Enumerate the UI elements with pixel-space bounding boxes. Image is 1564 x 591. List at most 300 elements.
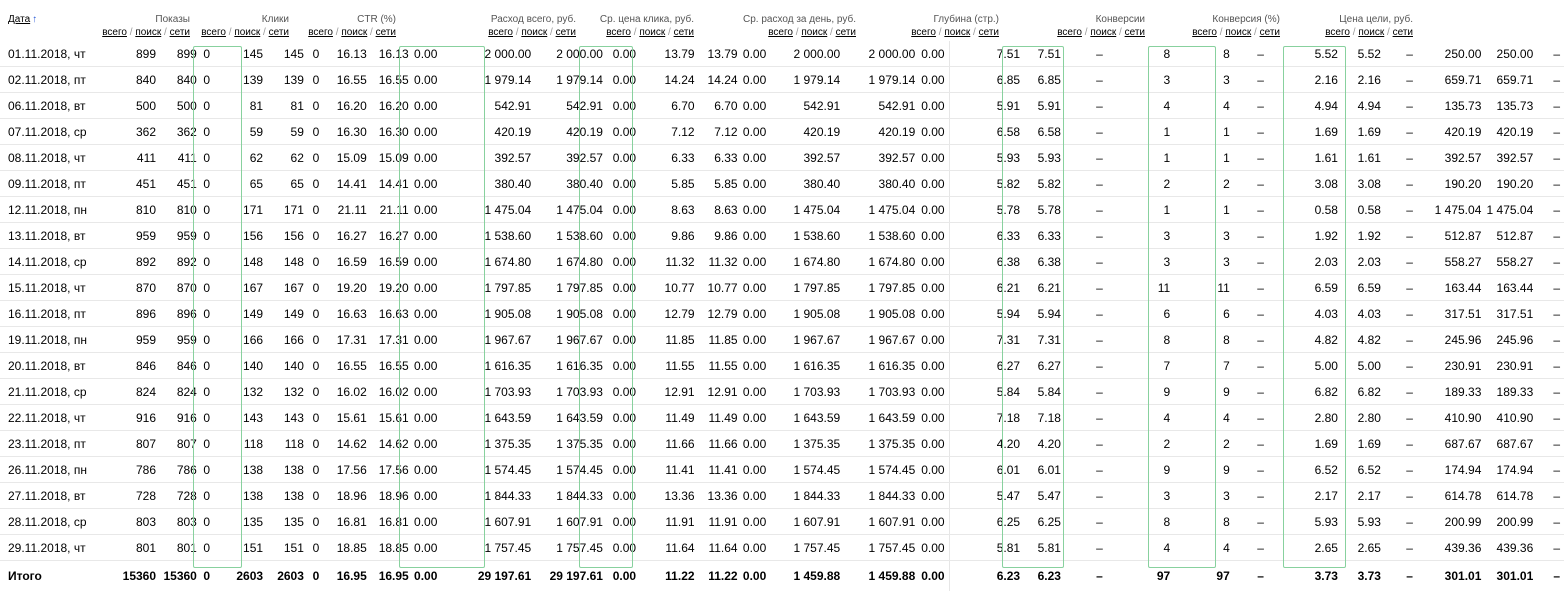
table-cell: 0.00 (413, 457, 442, 483)
column-subheader-6 (768, 27, 856, 39)
column-header-7[interactable]: Глубина (стр.) (933, 14, 999, 26)
table-cell: 916 (99, 405, 160, 431)
table-cell: 0 (201, 249, 214, 275)
table-cell: 4 (1174, 93, 1234, 119)
table-cell: 14.41 (371, 171, 413, 197)
table-cell: 892 (160, 249, 201, 275)
table-cell: 1 674.80 (844, 249, 919, 275)
table-cell: 0.00 (607, 249, 640, 275)
table-cell: 1 674.80 (535, 249, 607, 275)
table-cell: 0.00 (413, 171, 442, 197)
table-cell: 6.59 (1342, 275, 1385, 301)
table-cell: 959 (160, 327, 201, 353)
table-cell: 362 (160, 119, 201, 145)
subheader-all[interactable]: всего (606, 27, 631, 38)
column-header-2[interactable]: Клики (262, 14, 289, 26)
row-date: 27.11.2018, вт (0, 483, 99, 509)
table-cell: 21.11 (371, 197, 413, 223)
table-cell: 2.65 (1342, 535, 1385, 561)
table-cell: 14.62 (323, 431, 370, 457)
table-cell: 0.00 (413, 275, 442, 301)
table-row (0, 249, 1564, 275)
table-cell: 6.59 (1268, 275, 1342, 301)
table-cell: 8 (1107, 509, 1174, 535)
subheader-search[interactable]: поиск (1358, 27, 1384, 38)
table-cell: – (1065, 275, 1107, 301)
row-date: 19.11.2018, пн (0, 327, 99, 353)
table-cell: – (1065, 483, 1107, 509)
table-cell: – (1385, 561, 1417, 591)
subheader-net[interactable]: сети (836, 27, 856, 38)
table-cell: 29 197.61 (535, 561, 607, 591)
table-cell: 14.24 (640, 67, 698, 93)
table-cell: 1 616.35 (535, 353, 607, 379)
table-cell: 0.00 (607, 275, 640, 301)
table-cell: 2.03 (1268, 249, 1342, 275)
table-cell: 16.95 (323, 561, 370, 591)
row-date: 29.11.2018, чт (0, 535, 99, 561)
table-cell: 5.78 (949, 197, 1024, 223)
table-row (0, 41, 1564, 67)
column-subheader-9 (1192, 27, 1280, 39)
table-cell: 0.00 (413, 41, 442, 67)
table-cell: 6.70 (699, 93, 742, 119)
table-cell: – (1234, 41, 1268, 67)
table-cell: 0.00 (919, 457, 949, 483)
table-cell: 0.00 (919, 197, 949, 223)
table-cell: – (1234, 171, 1268, 197)
sort-date-header[interactable] (8, 14, 37, 25)
subheader-all[interactable]: всего (1325, 27, 1350, 38)
subheader-all[interactable]: всего (201, 27, 226, 38)
table-cell: 5.52 (1342, 41, 1385, 67)
table-cell: 0.00 (413, 223, 442, 249)
table-cell: 500 (99, 93, 160, 119)
table-cell: 4.82 (1268, 327, 1342, 353)
table-cell: – (1385, 171, 1417, 197)
table-cell: 2.03 (1342, 249, 1385, 275)
table-cell: – (1065, 249, 1107, 275)
table-cell: 5.93 (1268, 509, 1342, 535)
table-cell: 301.01 (1417, 561, 1485, 591)
table-cell: 139 (214, 67, 267, 93)
table-cell: 1 643.59 (770, 405, 844, 431)
table-cell: 3.73 (1268, 561, 1342, 591)
table-cell: 899 (160, 41, 201, 67)
table-cell: 0.00 (919, 431, 949, 457)
table-cell: 1 538.60 (441, 223, 535, 249)
table-cell: 0 (201, 509, 214, 535)
table-cell: 0.00 (742, 249, 771, 275)
table-cell: 6.82 (1268, 379, 1342, 405)
table-cell: 6.85 (1024, 67, 1065, 93)
row-date: 26.11.2018, пн (0, 457, 99, 483)
table-cell: 14.41 (323, 171, 370, 197)
table-cell: 167 (214, 275, 267, 301)
table-cell: – (1234, 93, 1268, 119)
table-cell: 0.00 (607, 223, 640, 249)
table-cell: 138 (267, 483, 308, 509)
table-cell: 2 000.00 (535, 41, 607, 67)
subheader-all[interactable]: всего (488, 27, 513, 38)
table-cell: – (1537, 249, 1564, 275)
table-cell: 65 (214, 171, 267, 197)
table-cell: – (1385, 379, 1417, 405)
table-cell: 896 (160, 301, 201, 327)
table-cell: 0 (308, 457, 323, 483)
table-cell: – (1385, 41, 1417, 67)
row-date: 02.11.2018, пт (0, 67, 99, 93)
table-cell: 500 (160, 93, 201, 119)
table-cell: 140 (267, 353, 308, 379)
table-cell: 786 (160, 457, 201, 483)
table-cell: 728 (160, 483, 201, 509)
table-cell: 16.59 (371, 249, 413, 275)
table-cell: 0.00 (413, 483, 442, 509)
table-cell: 558.27 (1485, 249, 1537, 275)
table-cell: – (1537, 379, 1564, 405)
column-header-9[interactable]: Конверсия (%) (1212, 14, 1280, 26)
table-cell: 439.36 (1485, 535, 1537, 561)
table-cell: 171 (214, 197, 267, 223)
table-cell: 0.58 (1268, 197, 1342, 223)
table-cell: 1 538.60 (844, 223, 919, 249)
table-cell: 392.57 (441, 145, 535, 171)
table-cell: 803 (99, 509, 160, 535)
table-cell: 1 643.59 (441, 405, 535, 431)
subheader-net[interactable]: сети (556, 27, 576, 38)
subheader-all[interactable]: всего (1192, 27, 1217, 38)
table-cell: – (1065, 405, 1107, 431)
table-cell: 15.61 (371, 405, 413, 431)
table-cell: 4.94 (1342, 93, 1385, 119)
table-cell: – (1065, 119, 1107, 145)
table-cell: 14.24 (699, 67, 742, 93)
table-cell: 11.64 (699, 535, 742, 561)
table-cell: 959 (99, 327, 160, 353)
table-cell: – (1234, 145, 1268, 171)
table-cell: 0 (308, 535, 323, 561)
table-cell: 138 (214, 483, 267, 509)
table-cell: 13.36 (640, 483, 698, 509)
table-cell: – (1065, 535, 1107, 561)
table-cell: – (1065, 327, 1107, 353)
table-cell: 916 (160, 405, 201, 431)
table-cell: 1 (1174, 145, 1234, 171)
table-cell: – (1537, 431, 1564, 457)
table-cell: 5.93 (949, 145, 1024, 171)
table-cell: – (1234, 509, 1268, 535)
column-header-5[interactable]: Ср. цена клика, руб. (600, 14, 694, 26)
subheader-search[interactable]: поиск (1225, 27, 1251, 38)
table-cell: 0 (201, 379, 214, 405)
table-cell: 5.84 (949, 379, 1024, 405)
table-cell: 5.52 (1268, 41, 1342, 67)
table-cell: 0.00 (742, 41, 771, 67)
column-header-3[interactable]: CTR (%) (357, 14, 396, 26)
table-cell: 8 (1174, 327, 1234, 353)
table-cell: – (1065, 41, 1107, 67)
stats-table (0, 41, 1564, 591)
column-header-6[interactable]: Ср. расход за день, руб. (743, 14, 856, 26)
table-cell: 542.91 (844, 93, 919, 119)
subheader-search[interactable]: поиск (801, 27, 827, 38)
table-cell: – (1385, 509, 1417, 535)
table-cell: 411 (99, 145, 160, 171)
subheader-all[interactable]: всего (911, 27, 936, 38)
table-cell: 810 (99, 197, 160, 223)
subheader-separator: / (1350, 27, 1358, 38)
table-cell: 17.56 (371, 457, 413, 483)
table-cell: 11.85 (699, 327, 742, 353)
table-cell: 0 (201, 353, 214, 379)
table-cell: 16.63 (323, 301, 370, 327)
table-cell: 6.38 (949, 249, 1024, 275)
row-date: 12.11.2018, пн (0, 197, 99, 223)
table-cell: 15.09 (371, 145, 413, 171)
column-header-10[interactable]: Цена цели, руб. (1339, 14, 1413, 26)
table-cell: 149 (214, 301, 267, 327)
table-cell: 614.78 (1417, 483, 1485, 509)
subheader-all[interactable]: всего (102, 27, 127, 38)
table-cell: – (1234, 457, 1268, 483)
table-cell: 1 643.59 (535, 405, 607, 431)
table-cell: 0 (201, 275, 214, 301)
table-cell: 245.96 (1417, 327, 1485, 353)
table-cell: 11.32 (640, 249, 698, 275)
table-cell: 1 757.45 (770, 535, 844, 561)
table-cell: 16.13 (371, 41, 413, 67)
table-cell: 2.80 (1342, 405, 1385, 431)
table-cell: 1 797.85 (770, 275, 844, 301)
column-subheader-7 (911, 27, 999, 39)
subheader-search[interactable]: поиск (639, 27, 665, 38)
table-cell: 892 (99, 249, 160, 275)
subheader-net[interactable]: сети (376, 27, 396, 38)
table-cell: 0.00 (413, 561, 442, 591)
table-cell: 8 (1174, 41, 1234, 67)
table-cell: 380.40 (844, 171, 919, 197)
table-cell: 18.96 (371, 483, 413, 509)
table-cell: 6.21 (1024, 275, 1065, 301)
table-cell: – (1065, 457, 1107, 483)
table-cell: 5.47 (1024, 483, 1065, 509)
table-cell: 16.55 (371, 353, 413, 379)
subheader-search[interactable]: поиск (1090, 27, 1116, 38)
table-cell: 1 703.93 (535, 379, 607, 405)
subheader-search[interactable]: поиск (944, 27, 970, 38)
table-cell: 1 674.80 (770, 249, 844, 275)
table-cell: 0 (308, 509, 323, 535)
table-cell: 0.00 (413, 405, 442, 431)
table-cell: – (1537, 509, 1564, 535)
table-cell: 0.00 (742, 535, 771, 561)
table-cell: – (1234, 353, 1268, 379)
table-cell: 439.36 (1417, 535, 1485, 561)
table-cell: 1 574.45 (844, 457, 919, 483)
table-cell: 0.00 (919, 249, 949, 275)
table-row (0, 379, 1564, 405)
table-cell: – (1065, 379, 1107, 405)
table-cell: 0 (308, 561, 323, 591)
table-cell: 132 (267, 379, 308, 405)
subheader-separator: / (333, 27, 341, 38)
table-cell: 245.96 (1485, 327, 1537, 353)
subheader-search[interactable]: поиск (521, 27, 547, 38)
table-cell: 0.00 (742, 67, 771, 93)
table-cell: 1 375.35 (441, 431, 535, 457)
subheader-net[interactable]: сети (1125, 27, 1145, 38)
subheader-separator: / (226, 27, 234, 38)
table-cell: 6.25 (949, 509, 1024, 535)
table-cell: 0.00 (919, 41, 949, 67)
table-cell: – (1234, 249, 1268, 275)
table-cell: 6.52 (1268, 457, 1342, 483)
table-cell: 4.20 (1024, 431, 1065, 457)
table-cell: 0.00 (919, 405, 949, 431)
table-cell: 1 757.45 (535, 535, 607, 561)
table-cell: – (1385, 93, 1417, 119)
table-cell: 5.94 (949, 301, 1024, 327)
table-cell: 11.91 (699, 509, 742, 535)
table-cell: 166 (214, 327, 267, 353)
table-cell: 139 (267, 67, 308, 93)
table-cell: 18.85 (371, 535, 413, 561)
table-cell: 6.33 (699, 145, 742, 171)
table-cell: 317.51 (1417, 301, 1485, 327)
table-cell: 0.00 (413, 379, 442, 405)
table-cell: 1 979.14 (535, 67, 607, 93)
subheader-search[interactable]: поиск (135, 27, 161, 38)
table-cell: 1.92 (1268, 223, 1342, 249)
table-cell: 21.11 (323, 197, 370, 223)
table-cell: 0.00 (413, 327, 442, 353)
table-cell: 59 (214, 119, 267, 145)
subheader-all[interactable]: всего (308, 27, 333, 38)
subheader-net[interactable]: сети (674, 27, 694, 38)
subheader-net[interactable]: сети (979, 27, 999, 38)
table-cell: 7 (1174, 353, 1234, 379)
table-cell: 786 (99, 457, 160, 483)
table-cell: – (1065, 93, 1107, 119)
table-cell: 1 797.85 (535, 275, 607, 301)
subheader-net[interactable]: сети (1260, 27, 1280, 38)
table-cell: 8.63 (699, 197, 742, 223)
table-cell: 0.00 (742, 119, 771, 145)
table-cell: 13.79 (640, 41, 698, 67)
table-cell: – (1234, 535, 1268, 561)
column-header-4[interactable]: Расход всего, руб. (491, 14, 576, 26)
table-cell: 1 844.33 (844, 483, 919, 509)
table-cell: 17.56 (323, 457, 370, 483)
table-cell: – (1537, 197, 1564, 223)
table-cell: 11.22 (699, 561, 742, 591)
table-cell: 1.69 (1268, 119, 1342, 145)
table-cell: 0.00 (607, 379, 640, 405)
row-date: 16.11.2018, пт (0, 301, 99, 327)
table-cell: 7.31 (1024, 327, 1065, 353)
table-cell: 0.00 (607, 301, 640, 327)
subheader-separator: / (936, 27, 944, 38)
table-cell: 3.08 (1268, 171, 1342, 197)
table-cell: 317.51 (1485, 301, 1537, 327)
table-cell: 1 607.91 (844, 509, 919, 535)
table-cell: 380.40 (770, 171, 844, 197)
table-cell: 840 (99, 67, 160, 93)
column-header-8[interactable]: Конверсии (1096, 14, 1145, 26)
table-cell: 3.73 (1342, 561, 1385, 591)
table-cell: 97 (1107, 561, 1174, 591)
table-row (0, 275, 1564, 301)
table-cell: 0.00 (742, 93, 771, 119)
table-cell: 870 (99, 275, 160, 301)
table-cell: 15360 (99, 561, 160, 591)
table-cell: 11.41 (640, 457, 698, 483)
row-date: 23.11.2018, пт (0, 431, 99, 457)
table-cell: 148 (267, 249, 308, 275)
table-cell: 0.00 (413, 119, 442, 145)
table-cell: 2.17 (1268, 483, 1342, 509)
subheader-net[interactable]: сети (1393, 27, 1413, 38)
table-cell: 200.99 (1485, 509, 1537, 535)
table-cell: – (1065, 509, 1107, 535)
table-cell: 17.31 (371, 327, 413, 353)
table-cell: 1 703.93 (770, 379, 844, 405)
row-date: Итого (0, 561, 99, 591)
column-header-1[interactable]: Показы (155, 14, 190, 26)
subheader-search[interactable]: поиск (341, 27, 367, 38)
table-cell: 6.23 (1024, 561, 1065, 591)
table-cell: 1.69 (1268, 431, 1342, 457)
table-cell: 138 (267, 457, 308, 483)
table-cell: 420.19 (1417, 119, 1485, 145)
table-cell: 0 (308, 223, 323, 249)
table-cell: 1 459.88 (770, 561, 844, 591)
table-cell: 9.86 (640, 223, 698, 249)
table-cell: 1 905.08 (535, 301, 607, 327)
table-cell: – (1065, 145, 1107, 171)
subheader-all[interactable]: всего (1057, 27, 1082, 38)
table-cell: – (1385, 223, 1417, 249)
table-cell: 2.65 (1268, 535, 1342, 561)
table-cell: 1.69 (1342, 119, 1385, 145)
column-subheader-2 (201, 27, 289, 39)
subheader-net[interactable]: сети (269, 27, 289, 38)
table-cell: 0.00 (919, 301, 949, 327)
table-cell: 1 475.04 (1485, 197, 1537, 223)
table-cell: 4.03 (1268, 301, 1342, 327)
table-cell: 0 (201, 223, 214, 249)
table-cell: – (1385, 249, 1417, 275)
table-cell: 0 (308, 405, 323, 431)
table-cell: 0 (201, 327, 214, 353)
subheader-net[interactable]: сети (170, 27, 190, 38)
subheader-all[interactable]: всего (768, 27, 793, 38)
table-cell: – (1065, 431, 1107, 457)
subheader-search[interactable]: поиск (234, 27, 260, 38)
table-cell: 16.02 (371, 379, 413, 405)
table-cell: – (1537, 119, 1564, 145)
table-cell: 0 (308, 379, 323, 405)
table-cell: 1 905.08 (441, 301, 535, 327)
table-cell: 3 (1174, 223, 1234, 249)
table-cell: 6.27 (1024, 353, 1065, 379)
table-cell: 542.91 (770, 93, 844, 119)
table-row (0, 67, 1564, 93)
table-cell: 659.71 (1485, 67, 1537, 93)
table-cell: 1 (1107, 119, 1174, 145)
table-cell: 11.66 (640, 431, 698, 457)
